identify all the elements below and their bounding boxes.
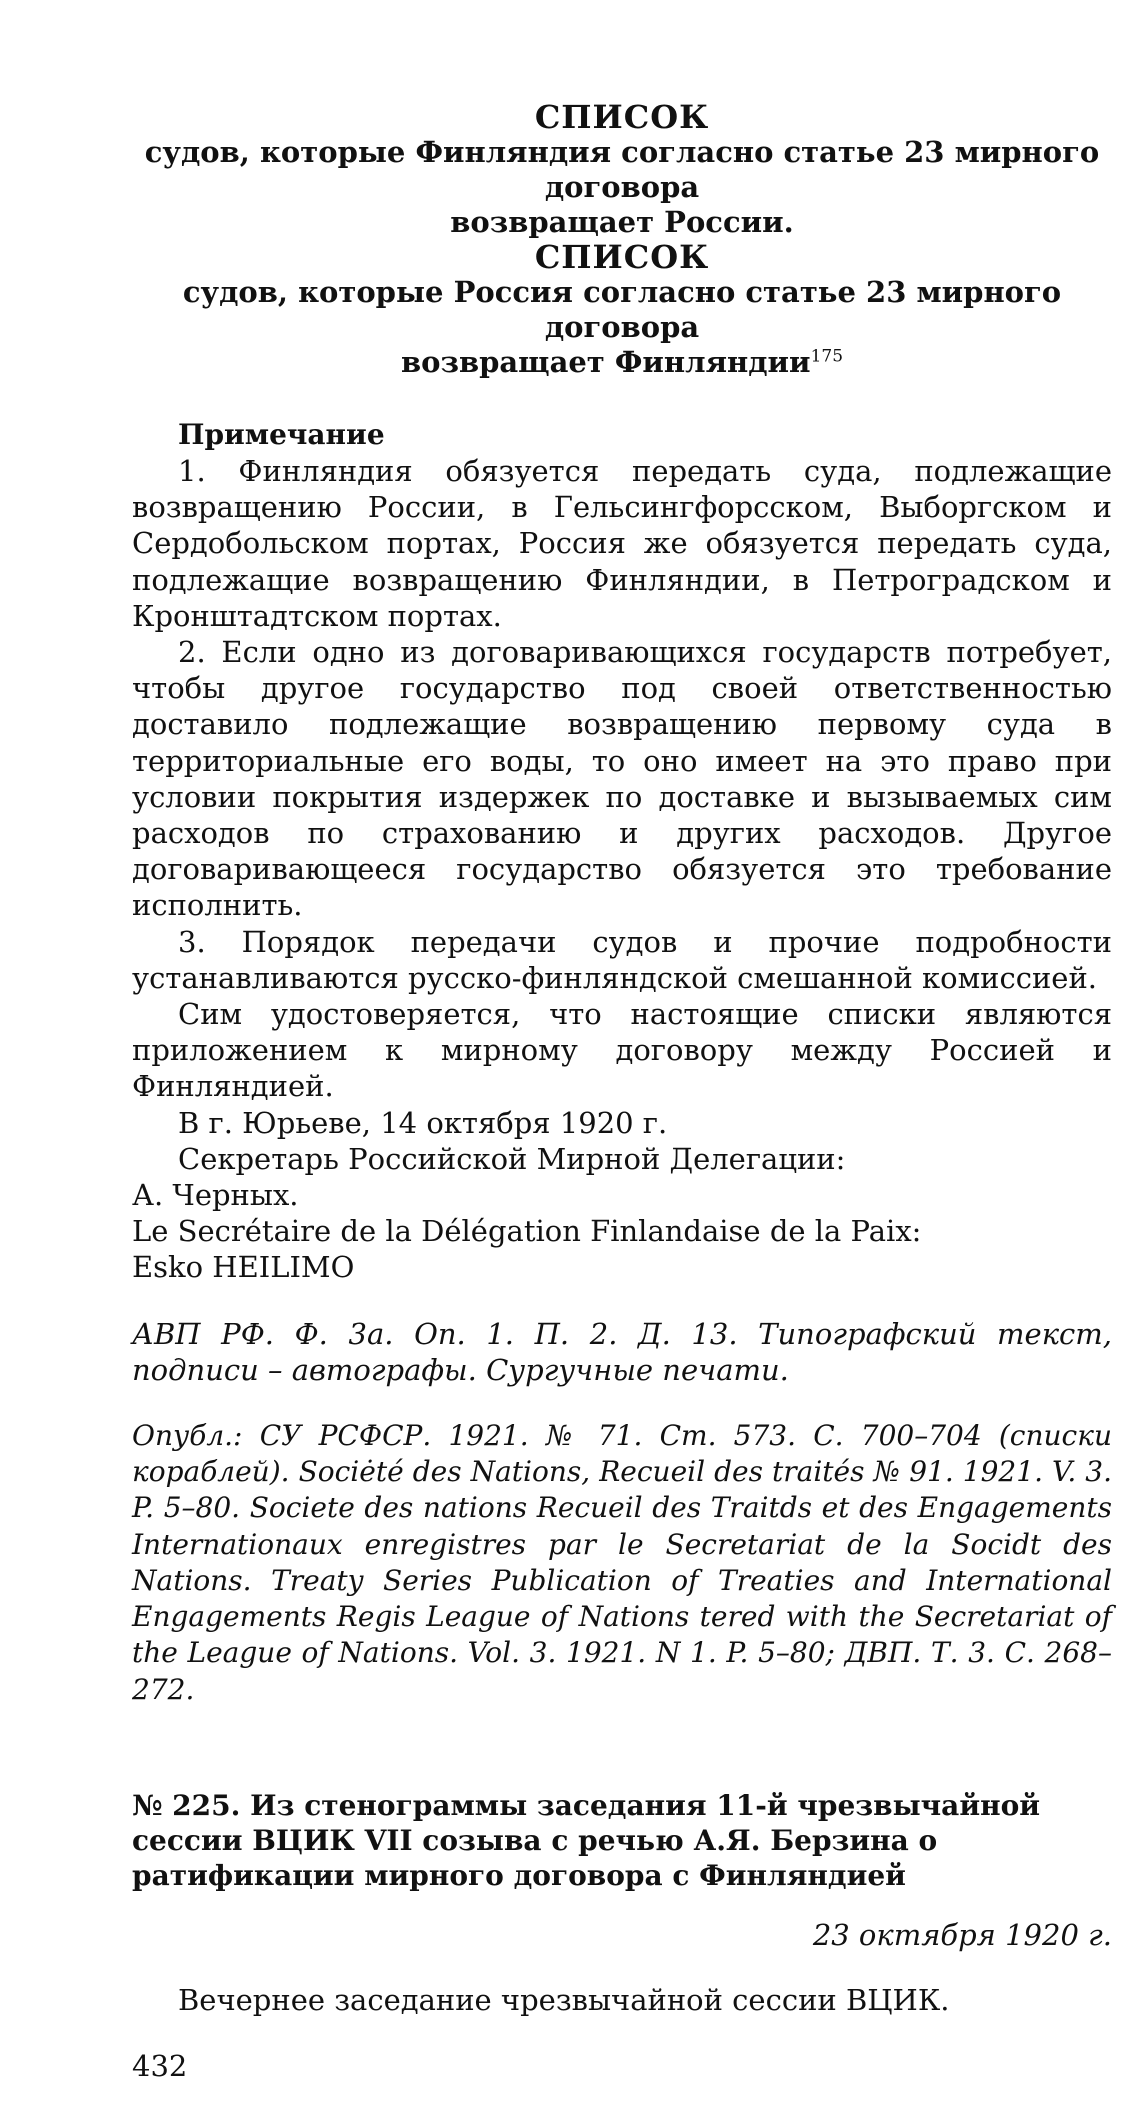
ru-secretary-title: Секретарь Российской Мирной Делегации:	[178, 1141, 846, 1176]
note-item-1: 1. Финляндия обязуется передать суда, подлежащие возвращению России, в Гельсингфорсском, Выборгском и Сердобольском портах, Россия же обязуется передать суда, подлежащие возвращению Финляндии, в Петроградском и Кронштадтском портах.	[132, 454, 1112, 633]
session-text: Вечернее заседание чрезвычайной сессии ВЦИК.	[178, 1982, 950, 2017]
list-title-2: СПИСОК	[534, 238, 710, 276]
list-subtitle-1-line-1: судов, которые Финляндия согласно статье 23 мирного договора	[144, 135, 1100, 204]
document-page	[132, 100, 1112, 2113]
page-number: 432	[132, 2048, 188, 2083]
ru-secretary-name: А. Черных.	[132, 1178, 299, 1213]
fi-secretary-name: Esko HEILIMO	[132, 1250, 355, 1285]
publication-reference: Опубл.: СУ РСФСР. 1921. № 71. Ст. 573. С. 700–704 (списки кораблей). Sociėté des Nations, Recueil des traités № 91. 1921. V. 3. P. 5–80. Societe des nations Recueil des Traitds et des Engagements Internationaux enregistres par le Secretariat de la Socidt des Nations. Treaty Series Publication of Treaties and International Engagements Regis League of Nations tered with the Secretariat of the League of Nations. Vol. 3. 1921. N 1. P. 5–80; ДВП. Т. 3. С. 268–272.	[132, 1419, 1112, 1706]
list-title-1: СПИСОК	[534, 98, 710, 136]
document-title: № 225. Из стенограммы заседания 11-й чрезвычайной сессии ВЦИК VII созыва с речью А.Я. Берзина о ратификации мирного договора с Финляндией	[132, 1788, 1041, 1892]
lists-header	[132, 100, 1112, 380]
list-subtitle-2-line-1: судов, которые Россия согласно статье 23 мирного договора	[182, 275, 1062, 344]
fi-secretary-title: Le Secrétaire de la Délégation Finlandaise de la Paix:	[132, 1214, 922, 1249]
note-item-2: 2. Если одно из договаривающихся государств потребует, чтобы другое государство под своей ответственностью доставило подлежащие возвращению первому суда в территориальные его воды, то оно имеет на это право при условии покрытия издержек по доставке и вызываемых сим расходов по страхованию и других расходов. Другое договаривающееся государство обязуется это требование исполнить.	[132, 635, 1112, 923]
list-subtitle-2-line-2	[132, 345, 1112, 380]
document-date: 23 октября 1920 г.	[812, 1917, 1112, 1952]
note-item-3: 3. Порядок передачи судов и прочие подробности устанавливаются русско-финляндской смешанной комиссией.	[132, 924, 1112, 995]
signing-place-date: В г. Юрьеве, 14 октября 1920 г.	[178, 1105, 668, 1140]
footnote-reference: 175	[810, 346, 844, 367]
list-subtitle-1-line-2: возвращает России.	[450, 205, 794, 239]
list-subtitle-2-line-2-text: возвращает Финляндии	[400, 345, 811, 379]
archive-reference: АВП РФ. Ф. 3а. Оп. 1. П. 2. Д. 13. Типографский текст, подписи – автографы. Сургучные печати.	[132, 1316, 1112, 1387]
certification-text: Сим удостоверяется, что настоящие списки являются приложением к мирному договору между Россией и Финляндией.	[132, 997, 1112, 1104]
note-title: Примечание	[178, 418, 385, 451]
